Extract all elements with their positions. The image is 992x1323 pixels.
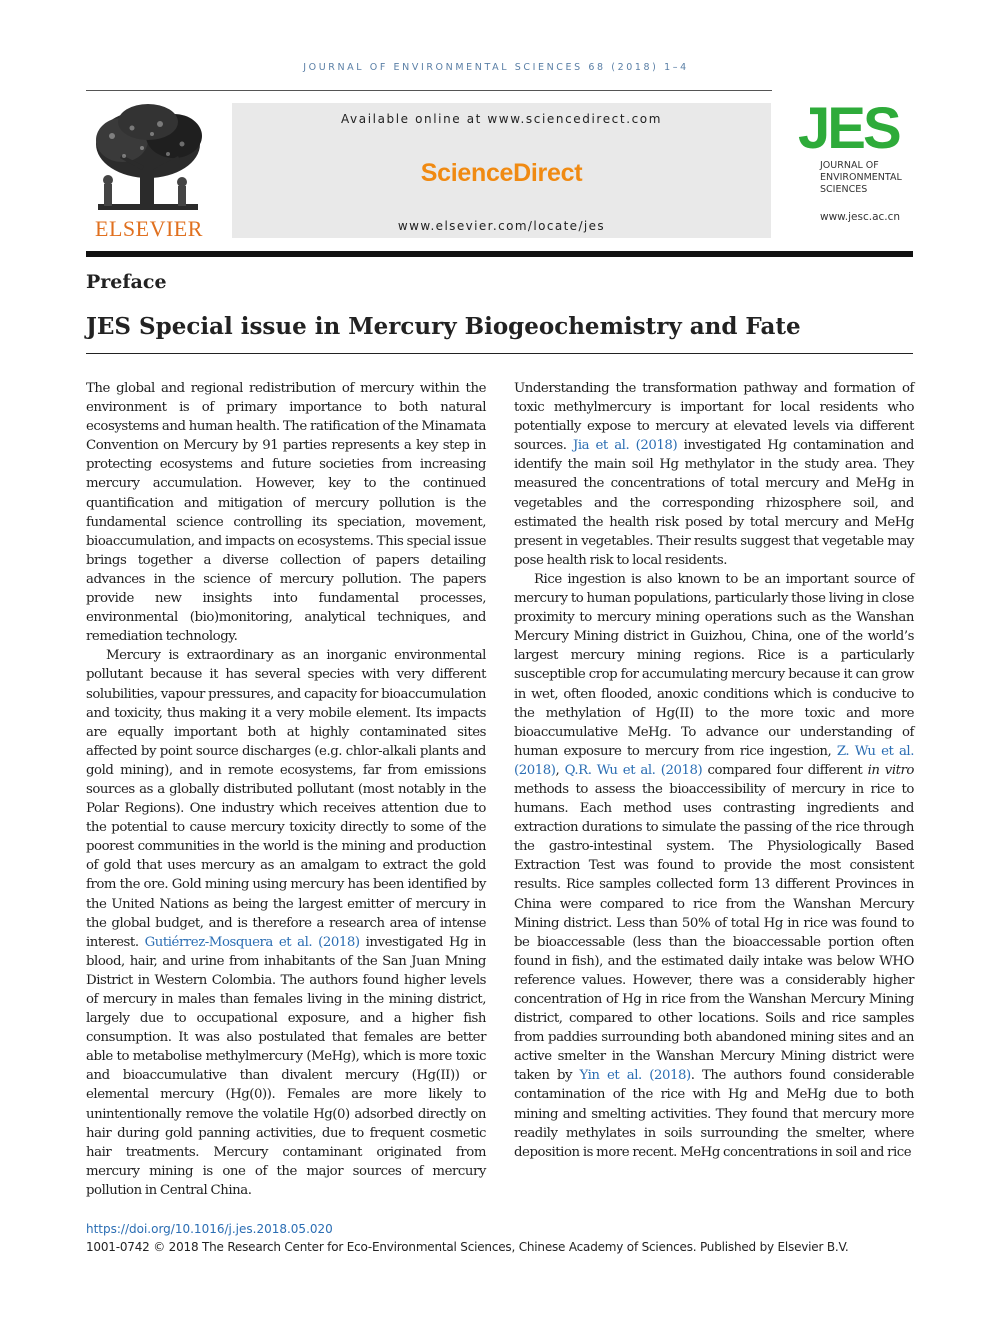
left-column <box>86 379 486 1200</box>
doi-link[interactable]: https://doi.org/10.1016/j.jes.2018.05.020 <box>86 1222 333 1236</box>
right-p2-text-d: . The authors found considerable contamination of the rice with Hg and MeHg due to both mining and smelting activities. They found that mercury more readily methylates in soils surrounding the smelter, where deposition is more recent. MeHg concentrations in soil and rice <box>514 1068 914 1160</box>
header-thick-rule <box>86 251 913 257</box>
available-online-text[interactable]: Available online at www.sciencedirect.com <box>340 112 663 126</box>
jes-name-line2: ENVIRONMENTAL <box>820 172 902 183</box>
right-p2-text-c: methods to assess the bioaccessibility of mercury in rice to humans. Each method uses contrasting ingredients and extraction durations to simulate the passing of the rice through the gastro-intestinal system. The Physiologically Based Extraction Test was found to provide the most consistent results. Rice samples collected form 13 different Provinces in China were compared to rice from the Wanshan Mercury Mining district. Less than 50% of total Hg in rice was found to be bioaccessable (less than the bioaccessable portion often found in fish), and the estimated daily intake was below WHO reference values. However, there was a considerably higher concentration of Hg in rice from the Wanshan Mercury Mining district, compared to other locations. Soils and rice samples from paddies surrounding both abandoned mining sites and an active smelter in the Wanshan Mercury Mining district were taken by <box>514 781 914 1084</box>
copyright-line: 1001-0742 © 2018 The Research Center for Eco-Environmental Sciences, Chinese Academy of Sciences. Published by Elsevier B.V. <box>86 1240 849 1254</box>
left-p2-text-b: investigated Hg in blood, hair, and urine from inhabitants of the San Juan Mning District in Western Colombia. The authors found higher levels of mercury in males than females living in the mining district, largely due to occupational exposure, and a higher fish consumption. It was also postulated that females are better able to metabolise methylmercury (MeHg), which is more toxic and bioaccumulative than divalent mercury (Hg(II)) or elemental mercury (Hg(0)). Females are more likely to unintentionally remove the volatile Hg(0) adsorbed directly on hair during gold panning activities, due to frequent cosmetic hair treatments. Mercury contaminant originated from mercury mining is one of the major sources of mercury pollution in Central China. <box>86 934 487 1198</box>
right-p1-text-a: Understanding the transformation pathway and formation of toxic methylmercury is important for local residents who potentially expose to mercury at elevated levels via different sources. <box>514 381 914 454</box>
right-paragraph-2 <box>514 570 914 1162</box>
right-p2-text-b: compared four different <box>707 762 863 778</box>
citation-link-z-wu[interactable]: Z. Wu et al. (2018) <box>514 743 915 778</box>
right-p2-italic: in vitro <box>867 762 914 778</box>
jes-name-line3: SCIENCES <box>820 184 868 195</box>
jes-journal-name <box>820 160 930 196</box>
right-paragraph-1 <box>514 379 914 570</box>
right-p2-text-a: Rice ingestion is also known to be an important source of mercury to human populations, particularly those living in close proximity to mercury mining operations such as the Wanshan Mercury Mining district in Guizhou, China, one of the world’s largest mercury mining regions. Rice is a particularly susceptible crop for accumulating mercury because it can grow in wet, often flooded, anoxic conditions which is conducive to the methylation of Hg(II) to the more toxic and more bioaccumulative MeHg. To advance our understanding of human exposure to mercury from rice ingestion, <box>514 571 914 759</box>
citation-link-jia[interactable]: Jia et al. (2018) <box>572 438 678 454</box>
title-rule <box>86 353 913 354</box>
sciencedirect-banner <box>232 103 771 238</box>
article-title: JES Special issue in Mercury Biogeochemistry and Fate <box>86 313 801 340</box>
left-paragraph-1: The global and regional redistribution of mercury within the environment is of primary importance to both natural ecosystems and human health. The ratification of the Minamata Convention on Mercury by 91 parties represents a key step in protecting ecosystems and future societies from increasing mercury accumulation. However, key to the continued quantification and mitigation of mercury pollution is the fundamental science controlling its speciation, movement, bioaccumulation, and impacts on ecosystems. This special issue brings together a diverse collection of papers detailing advances in the science of mercury pollution. The papers provide new insights into fundamental processes, environmental (bio)monitoring, analytical techniques, and remediation technology. <box>86 381 486 645</box>
top-rule <box>86 90 772 91</box>
right-p2-separator: , <box>555 762 560 778</box>
right-column <box>514 379 914 1162</box>
jes-name-line1: JOURNAL OF <box>820 160 879 171</box>
elsevier-wordmark: ELSEVIER <box>95 216 203 241</box>
left-paragraph-2 <box>86 646 486 1200</box>
running-head: JOURNAL OF ENVIRONMENTAL SCIENCES 68 (2018) 1–4 <box>303 62 689 73</box>
right-p1-text-b: investigated Hg contamination and identify the main soil Hg methylator in the study area. They measured the concentrations of total mercury and MeHg in vegetables and the corresponding rhizosphere soil, and estimated the health risk posed by total mercury and MeHg present in vegetables. Their results suggest that vegetable may pose health risk to local residents. <box>514 438 914 568</box>
jes-logo: JES <box>798 96 899 161</box>
citation-link-gutierrez[interactable]: Gutiérrez-Mosquera et al. (2018) <box>144 934 360 950</box>
sciencedirect-logo[interactable]: ScienceDirect <box>420 159 583 187</box>
section-label: Preface <box>86 271 167 293</box>
left-p2-text-a: Mercury is extraordinary as an inorganic environmental pollutant because it has several species with very different solubilities, vapour pressures, and capacity for bioaccumulation and toxicity, thus making it a very mobile element. Its impacts are equally important both at highly contaminated sites affected by point source discharges (e.g. chlor-alkali plants and gold mining), and in remote ecosystems, far from emissions sources as a globally distributed pollutant (most notably in the Polar Regions). One industry which receives attention due to the potential to cause mercury toxicity directly to some of the poorest communities in the world is the mining and production of gold that uses mercury as an amalgam to extract the gold from the ore. Gold mining using mercury has been identified by the United Nations as being the largest emitter of mercury in the global budget, and is therefore a research area of intense interest. <box>86 648 486 950</box>
citation-link-yin[interactable]: Yin et al. (2018) <box>579 1068 691 1084</box>
jes-website-link[interactable]: www.jesc.ac.cn <box>820 211 901 223</box>
journal-locate-link[interactable]: www.elsevier.com/locate/jes <box>397 219 606 233</box>
citation-link-qr-wu[interactable]: Q.R. Wu et al. (2018) <box>564 762 703 778</box>
